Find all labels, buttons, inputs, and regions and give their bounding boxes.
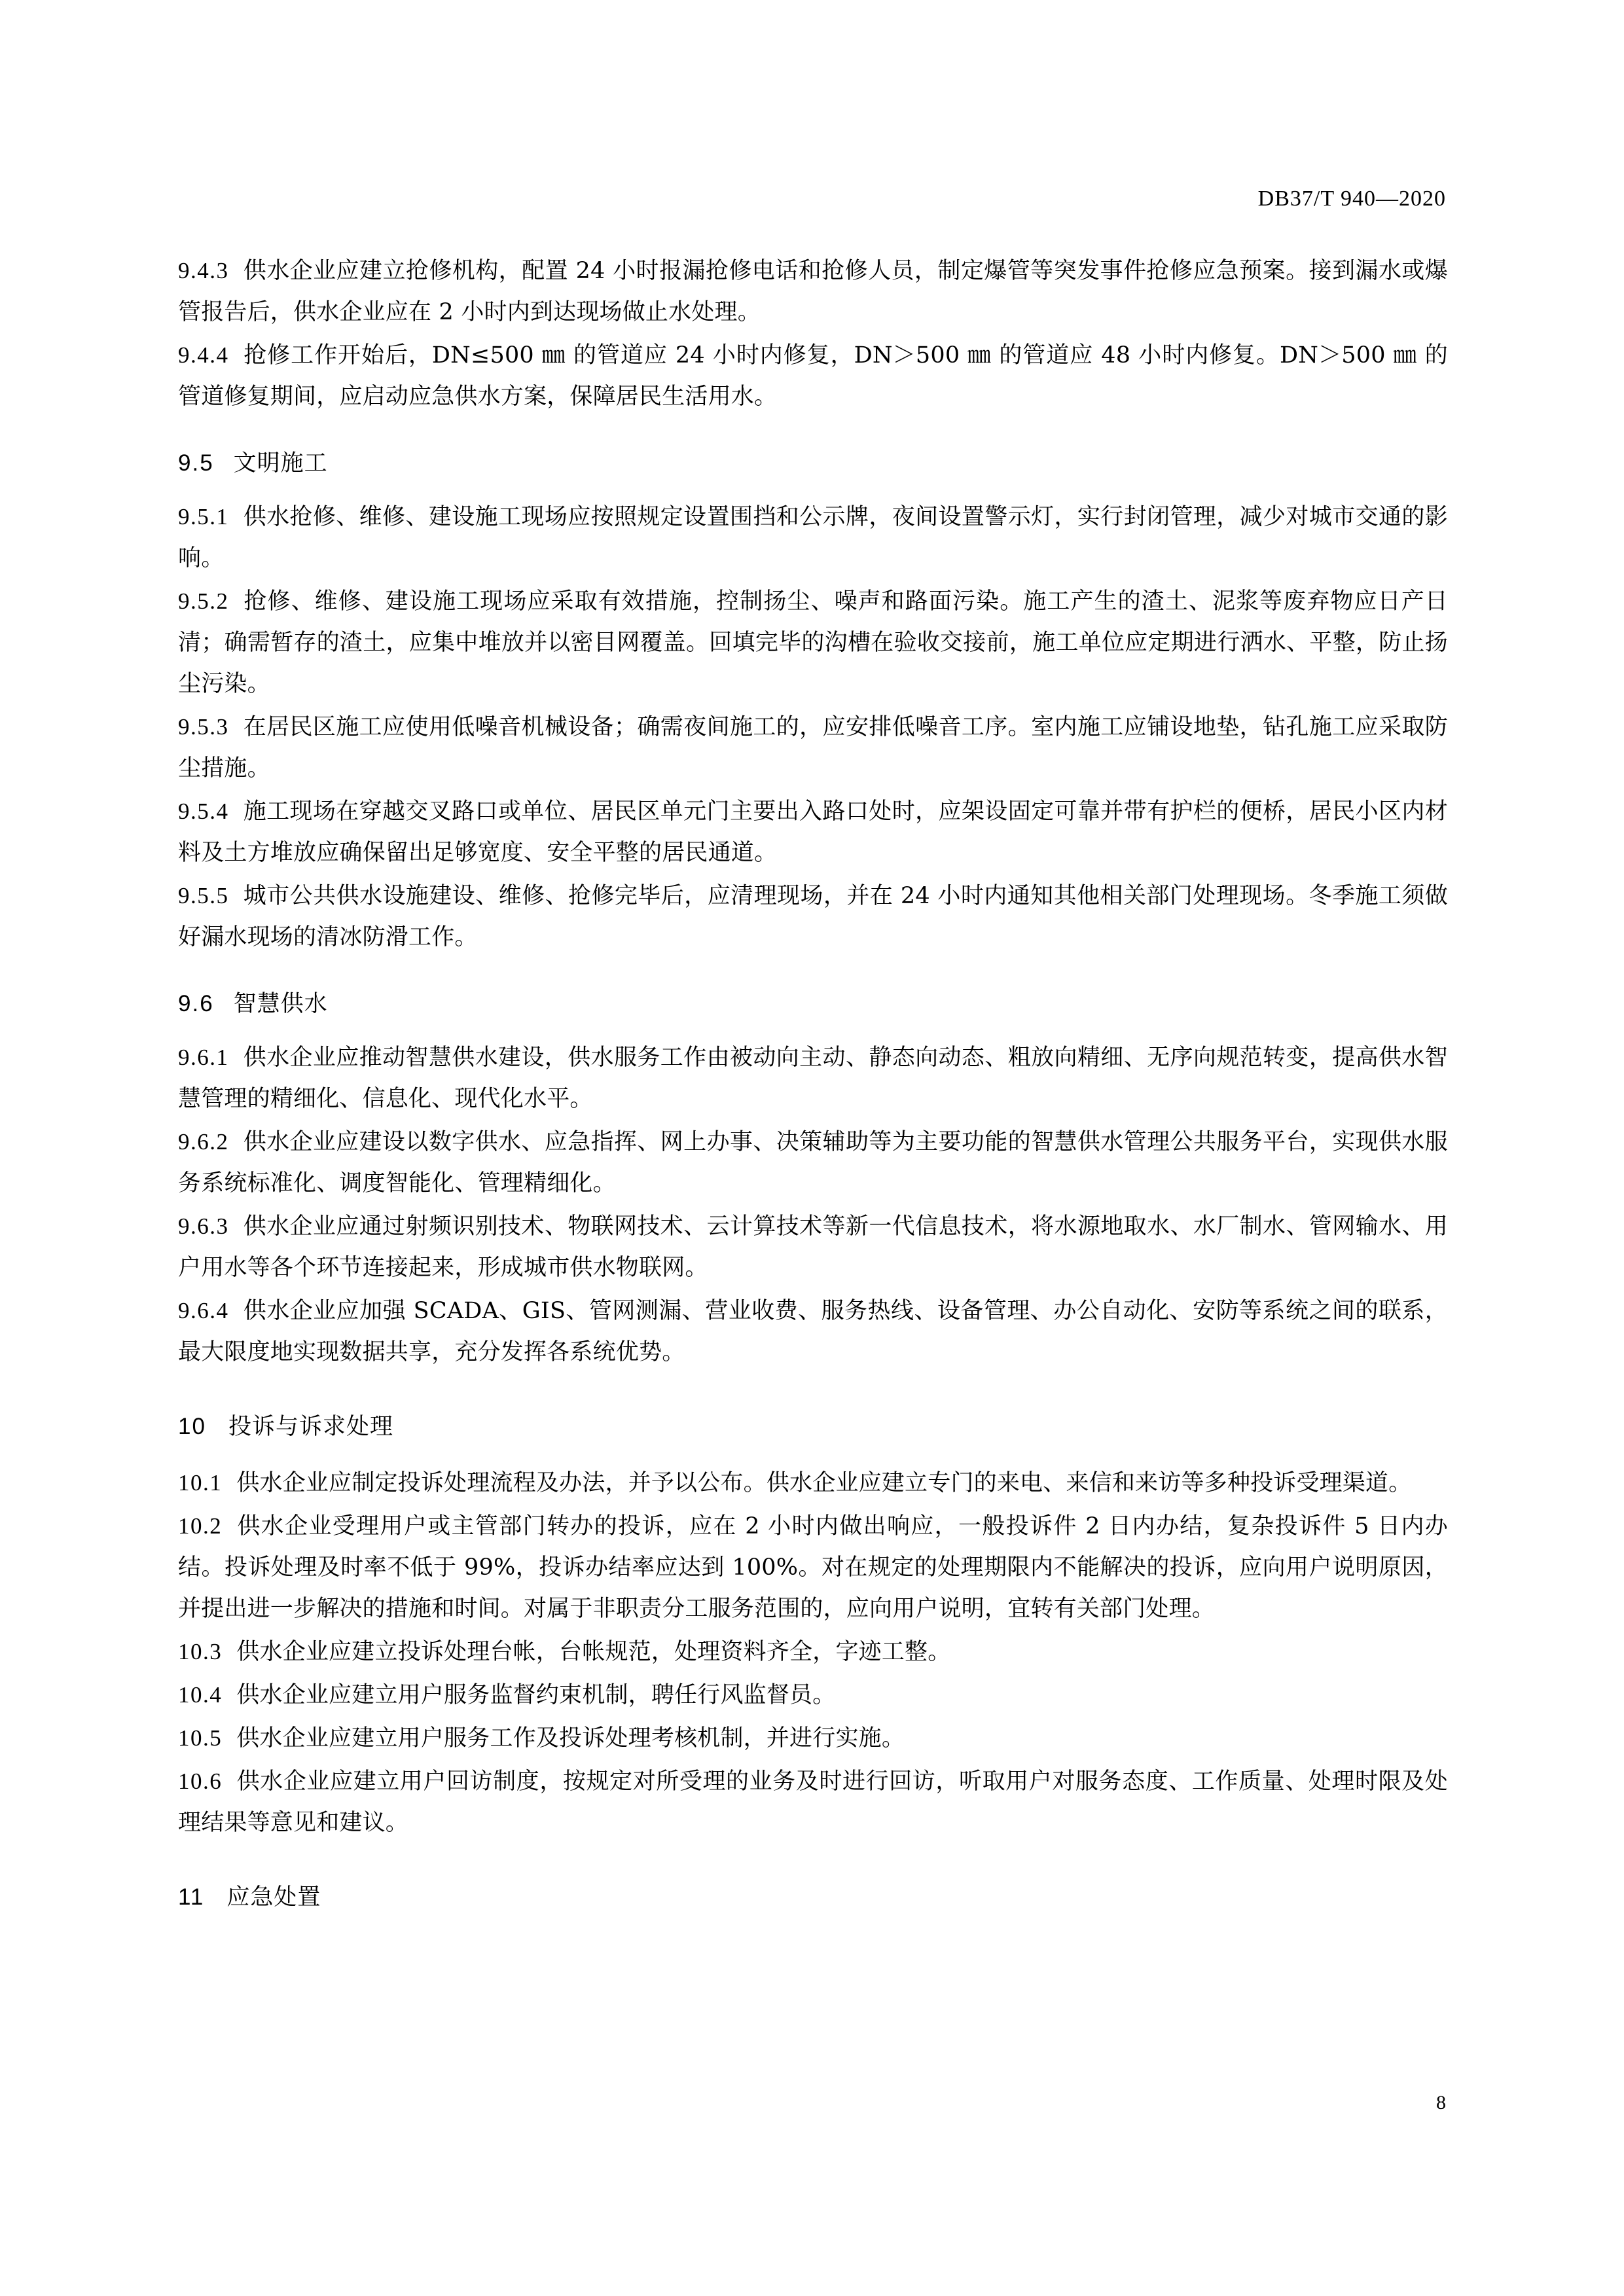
clause-9-4-4-number: 9.4.4 bbox=[178, 342, 229, 368]
heading-9-6 bbox=[178, 960, 1448, 1037]
clause-9-5-4-number: 9.5.4 bbox=[178, 798, 229, 824]
clause-9-5-5-text: 城市公共供水设施建设、维修、抢修完毕后，应清理现场，并在 24 小时内通知其他相关部门处理现场。冬季施工须做好漏水现场的清冰防滑工作。 bbox=[178, 883, 1448, 950]
heading-10-title: 投诉与诉求处理 bbox=[228, 1414, 393, 1440]
clause-9-6-2-number: 9.6.2 bbox=[178, 1129, 229, 1155]
clause-9-6-1 bbox=[178, 1037, 1448, 1120]
clause-9-5-2 bbox=[178, 581, 1448, 705]
clause-10-5 bbox=[178, 1717, 1448, 1759]
clause-10-1-number: 10.1 bbox=[178, 1470, 223, 1496]
clause-9-5-1-number: 9.5.1 bbox=[178, 504, 229, 529]
clause-10-2-text: 供水企业受理用户或主管部门转办的投诉，应在 2 小时内做出响应，一般投诉件 2 日内办结，复杂投诉件 5 日内办结。投诉处理及时率不低于 99%，投诉办结率应达到 100%。对在规定的处理期限内不能解决的投诉，应向用户说明原因，并提出进一步解决的措施和时间。对属于非职责分工服务范围的，应向用户说明，宜转有关部门处理。 bbox=[178, 1513, 1448, 1622]
clause-10-6 bbox=[178, 1761, 1448, 1844]
clause-10-4 bbox=[178, 1674, 1448, 1716]
clause-9-6-2-text: 供水企业应建设以数字供水、应急指挥、网上办事、决策辅助等为主要功能的智慧供水管理公共服务平台，实现供水服务系统标准化、调度智能化、管理精细化。 bbox=[178, 1129, 1448, 1196]
clause-9-6-4-number: 9.6.4 bbox=[178, 1298, 229, 1323]
clause-9-5-4-text: 施工现场在穿越交叉路口或单位、居民区单元门主要出入路口处时，应架设固定可靠并带有护栏的便桥，居民小区内材料及土方堆放应确保留出足够宽度、安全平整的居民通道。 bbox=[178, 798, 1448, 866]
clause-9-6-4-text: 供水企业应加强 SCADA、GIS、管网测漏、营业收费、服务热线、设备管理、办公自动化、安防等系统之间的联系，最大限度地实现数据共享，充分发挥各系统优势。 bbox=[178, 1298, 1448, 1365]
clause-10-5-text: 供水企业应建立用户服务工作及投诉处理考核机制，并进行实施。 bbox=[236, 1725, 905, 1751]
clause-9-5-2-number: 9.5.2 bbox=[178, 588, 229, 614]
heading-11-number: 11 bbox=[178, 1884, 205, 1910]
document-body bbox=[178, 250, 1448, 1933]
clause-9-5-4 bbox=[178, 791, 1448, 874]
clause-9-4-3-text: 供水企业应建立抢修机构，配置 24 小时报漏抢修电话和抢修人员，制定爆管等突发事件抢修应急预案。接到漏水或爆管报告后，供水企业应在 2 小时内到达现场做止水处理。 bbox=[178, 258, 1448, 325]
heading-9-6-number: 9.6 bbox=[178, 991, 214, 1016]
clause-10-1 bbox=[178, 1462, 1448, 1504]
clause-9-5-3 bbox=[178, 706, 1448, 789]
clause-9-6-1-text: 供水企业应推动智慧供水建设，供水服务工作由被动向主动、静态向动态、粗放向精细、无序向规范转变，提高供水智慧管理的精细化、信息化、现代化水平。 bbox=[178, 1045, 1448, 1112]
heading-11-title: 应急处置 bbox=[226, 1884, 321, 1910]
clause-9-6-1-number: 9.6.1 bbox=[178, 1045, 229, 1070]
clause-10-5-number: 10.5 bbox=[178, 1725, 223, 1751]
clause-9-6-3-number: 9.6.3 bbox=[178, 1213, 229, 1239]
heading-9-5-number: 9.5 bbox=[178, 450, 214, 476]
clause-9-4-3-number: 9.4.3 bbox=[178, 258, 229, 283]
clause-10-2-number: 10.2 bbox=[178, 1513, 223, 1539]
clause-10-3-text: 供水企业应建立投诉处理台帐，台帐规范，处理资料齐全，字迹工整。 bbox=[236, 1639, 951, 1665]
clause-9-5-5 bbox=[178, 875, 1448, 958]
page-header-standard-code: DB37/T 940—2020 bbox=[1257, 187, 1446, 211]
heading-9-5 bbox=[178, 419, 1448, 496]
clause-9-4-4-text: 抢修工作开始后，DN≤500 ㎜ 的管道应 24 小时内修复，DN＞500 ㎜ 的管道应 48 小时内修复。DN＞500 ㎜ 的管道修复期间，应启动应急供水方案，保障居民生活用水。 bbox=[178, 342, 1448, 410]
heading-9-6-title: 智慧供水 bbox=[233, 991, 328, 1017]
clause-9-5-1 bbox=[178, 496, 1448, 579]
clause-9-5-2-text: 抢修、维修、建设施工现场应采取有效措施，控制扬尘、噪声和路面污染。施工产生的渣土、泥浆等废弃物应日产日清；确需暂存的渣土，应集中堆放并以密目网覆盖。回填完毕的沟槽在验收交接前，施工单位应定期进行洒水、平整，防止扬尘污染。 bbox=[178, 588, 1448, 697]
clause-9-6-3-text: 供水企业应通过射频识别技术、物联网技术、云计算技术等新一代信息技术，将水源地取水、水厂制水、管网输水、用户用水等各个环节连接起来，形成城市供水物联网。 bbox=[178, 1213, 1448, 1281]
page-number: 8 bbox=[1436, 2092, 1446, 2113]
heading-11 bbox=[178, 1845, 1448, 1933]
clause-10-4-number: 10.4 bbox=[178, 1682, 223, 1708]
heading-10 bbox=[178, 1374, 1448, 1462]
clause-10-3-number: 10.3 bbox=[178, 1639, 223, 1664]
clause-10-2 bbox=[178, 1505, 1448, 1630]
clause-9-5-3-text: 在居民区施工应使用低噪音机械设备；确需夜间施工的，应安排低噪音工序。室内施工应铺设地垫，钻孔施工应采取防尘措施。 bbox=[178, 714, 1448, 781]
clause-9-5-1-text: 供水抢修、维修、建设施工现场应按照规定设置围挡和公示牌，夜间设置警示灯，实行封闭管理，减少对城市交通的影响。 bbox=[178, 504, 1448, 571]
clause-10-6-number: 10.6 bbox=[178, 1768, 223, 1794]
clause-10-3 bbox=[178, 1631, 1448, 1673]
clause-9-5-5-number: 9.5.5 bbox=[178, 883, 229, 908]
clause-9-6-4 bbox=[178, 1290, 1448, 1373]
clause-9-6-2 bbox=[178, 1121, 1448, 1204]
clause-10-6-text: 供水企业应建立用户回访制度，按规定对所受理的业务及时进行回访，听取用户对服务态度、工作质量、处理时限及处理结果等意见和建议。 bbox=[178, 1768, 1448, 1836]
clause-9-5-3-number: 9.5.3 bbox=[178, 714, 229, 740]
clause-9-4-4 bbox=[178, 334, 1448, 418]
heading-9-5-title: 文明施工 bbox=[233, 450, 328, 476]
clause-10-4-text: 供水企业应建立用户服务监督约束机制，聘任行风监督员。 bbox=[236, 1682, 836, 1708]
clause-9-4-3 bbox=[178, 250, 1448, 333]
heading-10-number: 10 bbox=[178, 1414, 206, 1439]
clause-9-6-3 bbox=[178, 1206, 1448, 1289]
clause-10-1-text: 供水企业应制定投诉处理流程及办法，并予以公布。供水企业应建立专门的来电、来信和来访等多种投诉受理渠道。 bbox=[236, 1470, 1412, 1496]
